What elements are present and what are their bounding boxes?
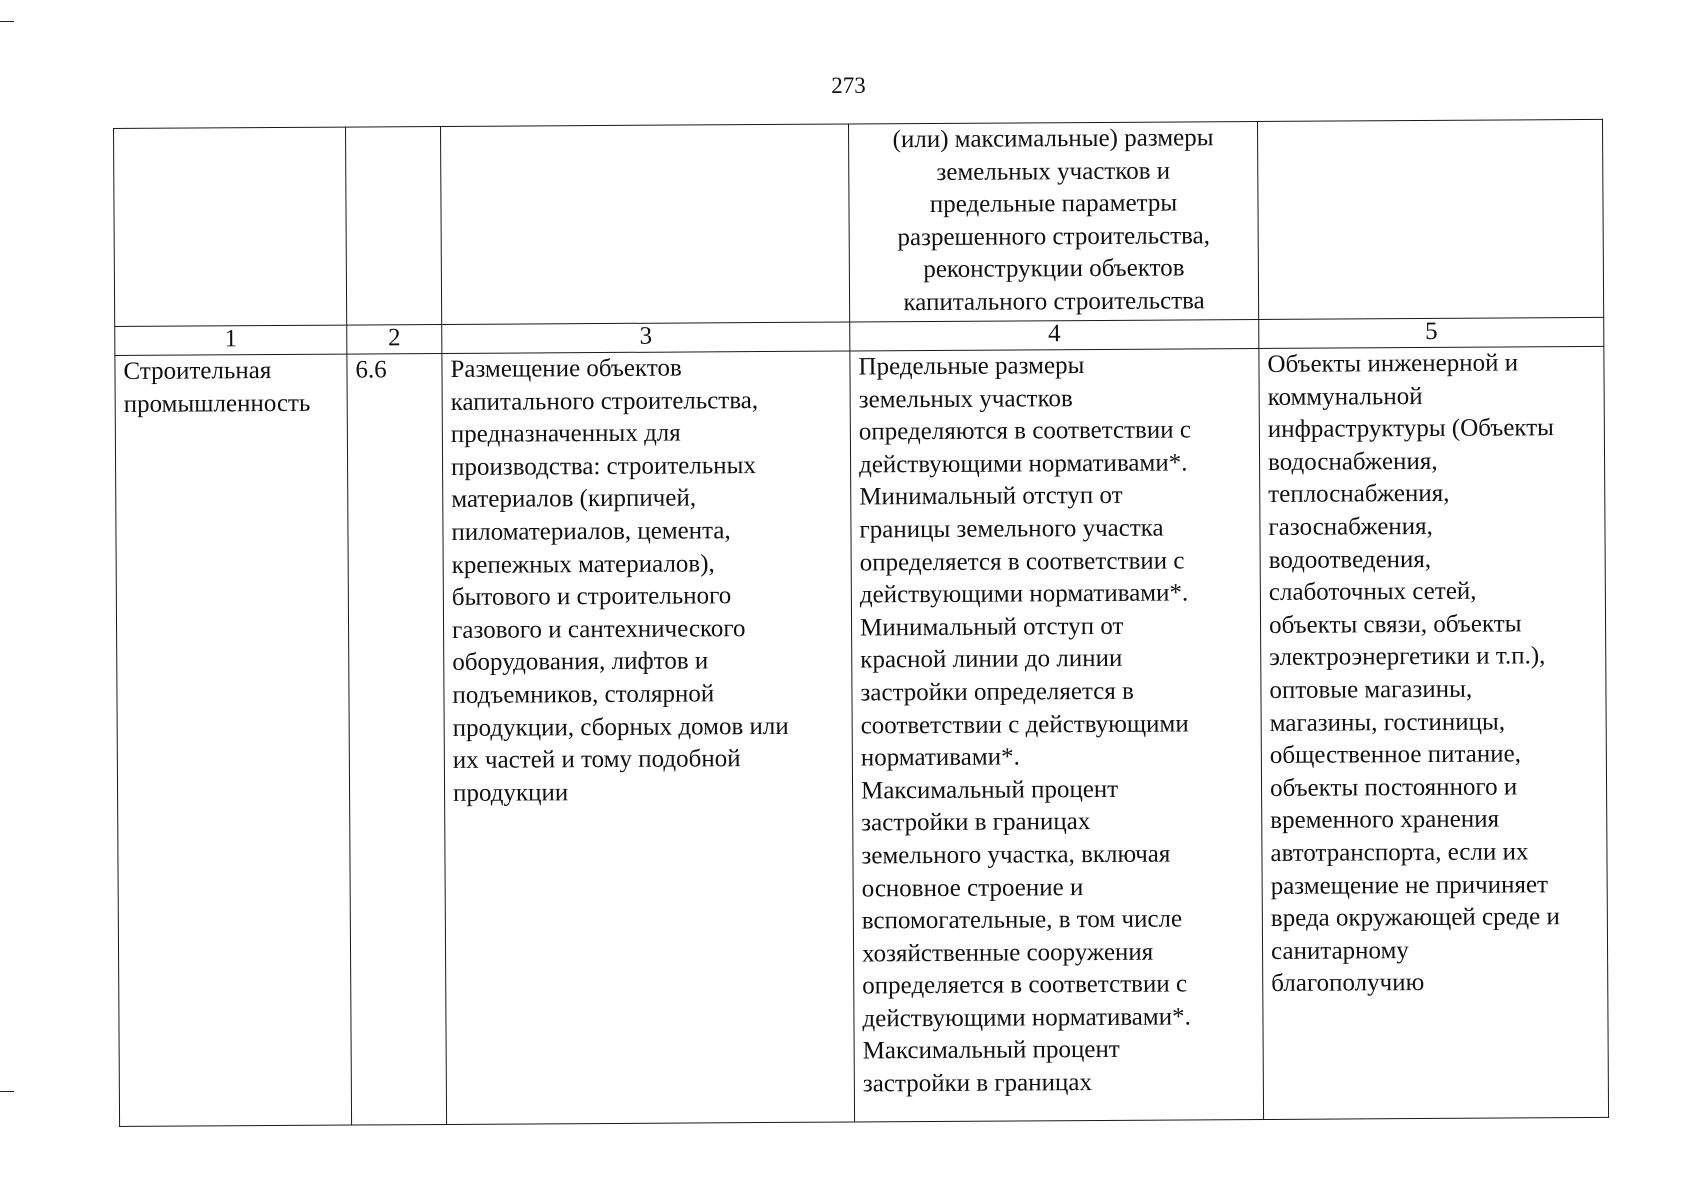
auxiliary-line: слаботочных сетей, (1268, 577, 1477, 607)
auxiliary-line: временного хранения (1270, 805, 1500, 835)
parameters-line: красной линии до линии (860, 645, 1123, 674)
parameters-line: нормативами*. (860, 743, 1020, 772)
bottom-edge-mark (0, 1091, 14, 1092)
auxiliary-line: газоснабжения, (1268, 512, 1433, 541)
description-line: капитального строительства, (450, 386, 759, 416)
header-cell-3 (440, 124, 849, 324)
header-cell-1 (114, 127, 347, 326)
header-line: предельные параметры (929, 189, 1178, 219)
auxiliary-line: теплоснабжения, (1268, 480, 1450, 509)
description-line: материалов (кирпичей, (451, 484, 697, 514)
parameters-line: определяется в соответствии с (862, 970, 1188, 1000)
description-line: бытового и строительного (451, 582, 732, 612)
auxiliary-line: автотранспорта, если их (1270, 838, 1529, 867)
use-name-line: Строительная (123, 357, 272, 385)
parameters-line: земельных участков (858, 384, 1073, 414)
auxiliary-line: инфраструктуры (Объекты (1267, 414, 1555, 444)
auxiliary-line: вреда окружающей среде и (1270, 903, 1560, 933)
description-line: пиломатериалов, цемента, (451, 517, 731, 546)
auxiliary-line: магазины, гостиницы, (1269, 708, 1506, 737)
parameters-cell (850, 349, 1264, 1122)
parameters-line: действующими нормативами*. (862, 1003, 1191, 1033)
auxiliary-line: размещение не причиняет (1270, 870, 1549, 900)
column-number-5: 5 (1259, 317, 1604, 348)
column-number-2: 2 (347, 324, 442, 354)
header-line: (или) максимальные) размеры (892, 124, 1214, 154)
header-cell-5 (1257, 119, 1603, 319)
parameters-line: вспомогательные, в том числе (861, 905, 1183, 935)
parameters-line: застройки определяется в (860, 677, 1134, 707)
parameters-line: Максимальный процент (860, 775, 1119, 805)
parameters-line: определяется в соответствии с (859, 547, 1185, 577)
parameters-line: соответствии с действующими (860, 709, 1189, 739)
header-cell-4 (848, 122, 1258, 322)
auxiliary-line: коммунальной (1267, 382, 1423, 411)
description-line: продукции (452, 778, 569, 807)
parameters-line: Минимальный отступ от (859, 482, 1123, 511)
auxiliary-line: водоотведения, (1268, 545, 1432, 574)
header-line: разрешенного строительства, (897, 222, 1211, 251)
column-number-3: 3 (442, 322, 850, 353)
parameters-line: земельного участка, включая (861, 840, 1171, 870)
description-line: Размещение объектов (450, 354, 682, 383)
auxiliary-line: общественное питание, (1269, 740, 1521, 770)
parameters-line: застройки в границах (862, 1069, 1093, 1098)
parameters-line: Предельные размеры (858, 352, 1085, 381)
auxiliary-line: объекты связи, объекты (1268, 610, 1522, 639)
auxiliary-uses-cell (1259, 346, 1609, 1119)
header-line: капитального строительства (903, 287, 1205, 317)
parameters-line: основное строение и (861, 873, 1084, 902)
table-row (115, 346, 1609, 1126)
parameters-line: границы земельного участка (859, 514, 1164, 544)
description-line: подъемников, столярной (452, 680, 715, 709)
header-line: земельных участков и (936, 157, 1171, 186)
column-number-1: 1 (115, 325, 347, 355)
description-line: их частей и тому подобной (452, 745, 741, 775)
parameters-line: Минимальный отступ от (859, 612, 1124, 642)
auxiliary-line: Объекты инженерной и (1267, 349, 1519, 378)
use-name-line: промышленность (123, 389, 311, 418)
zoning-table (113, 119, 1609, 1127)
auxiliary-line: электроэнергетики и т.п.), (1269, 642, 1546, 672)
header-continuation-row (114, 119, 1604, 326)
parameters-line: действующими нормативами*. (859, 579, 1189, 609)
use-name-cell (115, 354, 352, 1126)
top-edge-mark (0, 21, 14, 22)
parameters-line: хозяйственные сооружения (861, 938, 1154, 968)
auxiliary-line: водоснабжения, (1267, 447, 1438, 476)
parameters-line: Максимальный процент (862, 1036, 1120, 1065)
use-code-cell: 6.6 (347, 353, 447, 1125)
auxiliary-line: благополучию (1271, 969, 1425, 998)
auxiliary-line: оптовые магазины, (1269, 675, 1473, 704)
auxiliary-line: объекты постоянного и (1269, 773, 1518, 802)
parameters-line: действующими нормативами*. (858, 449, 1188, 479)
header-line: реконструкции объектов (923, 254, 1185, 284)
description-line: производства: строительных (450, 451, 756, 481)
description-line: крепежных материалов), (451, 549, 715, 579)
description-line: продукции, сборных домов или (452, 712, 789, 742)
header-cell-2 (345, 126, 441, 325)
parameters-line: застройки в границах (861, 808, 1091, 837)
auxiliary-line: санитарному (1270, 936, 1409, 965)
column-number-4: 4 (850, 320, 1259, 351)
page-number: 273 (831, 73, 866, 98)
description-line: предназначенных для (450, 419, 681, 449)
description-line: оборудования, лифтов и (452, 647, 709, 677)
parameters-line: определяются в соответствии с (858, 416, 1191, 446)
description-line: газового и сантехнического (451, 614, 746, 644)
description-cell (442, 351, 855, 1124)
